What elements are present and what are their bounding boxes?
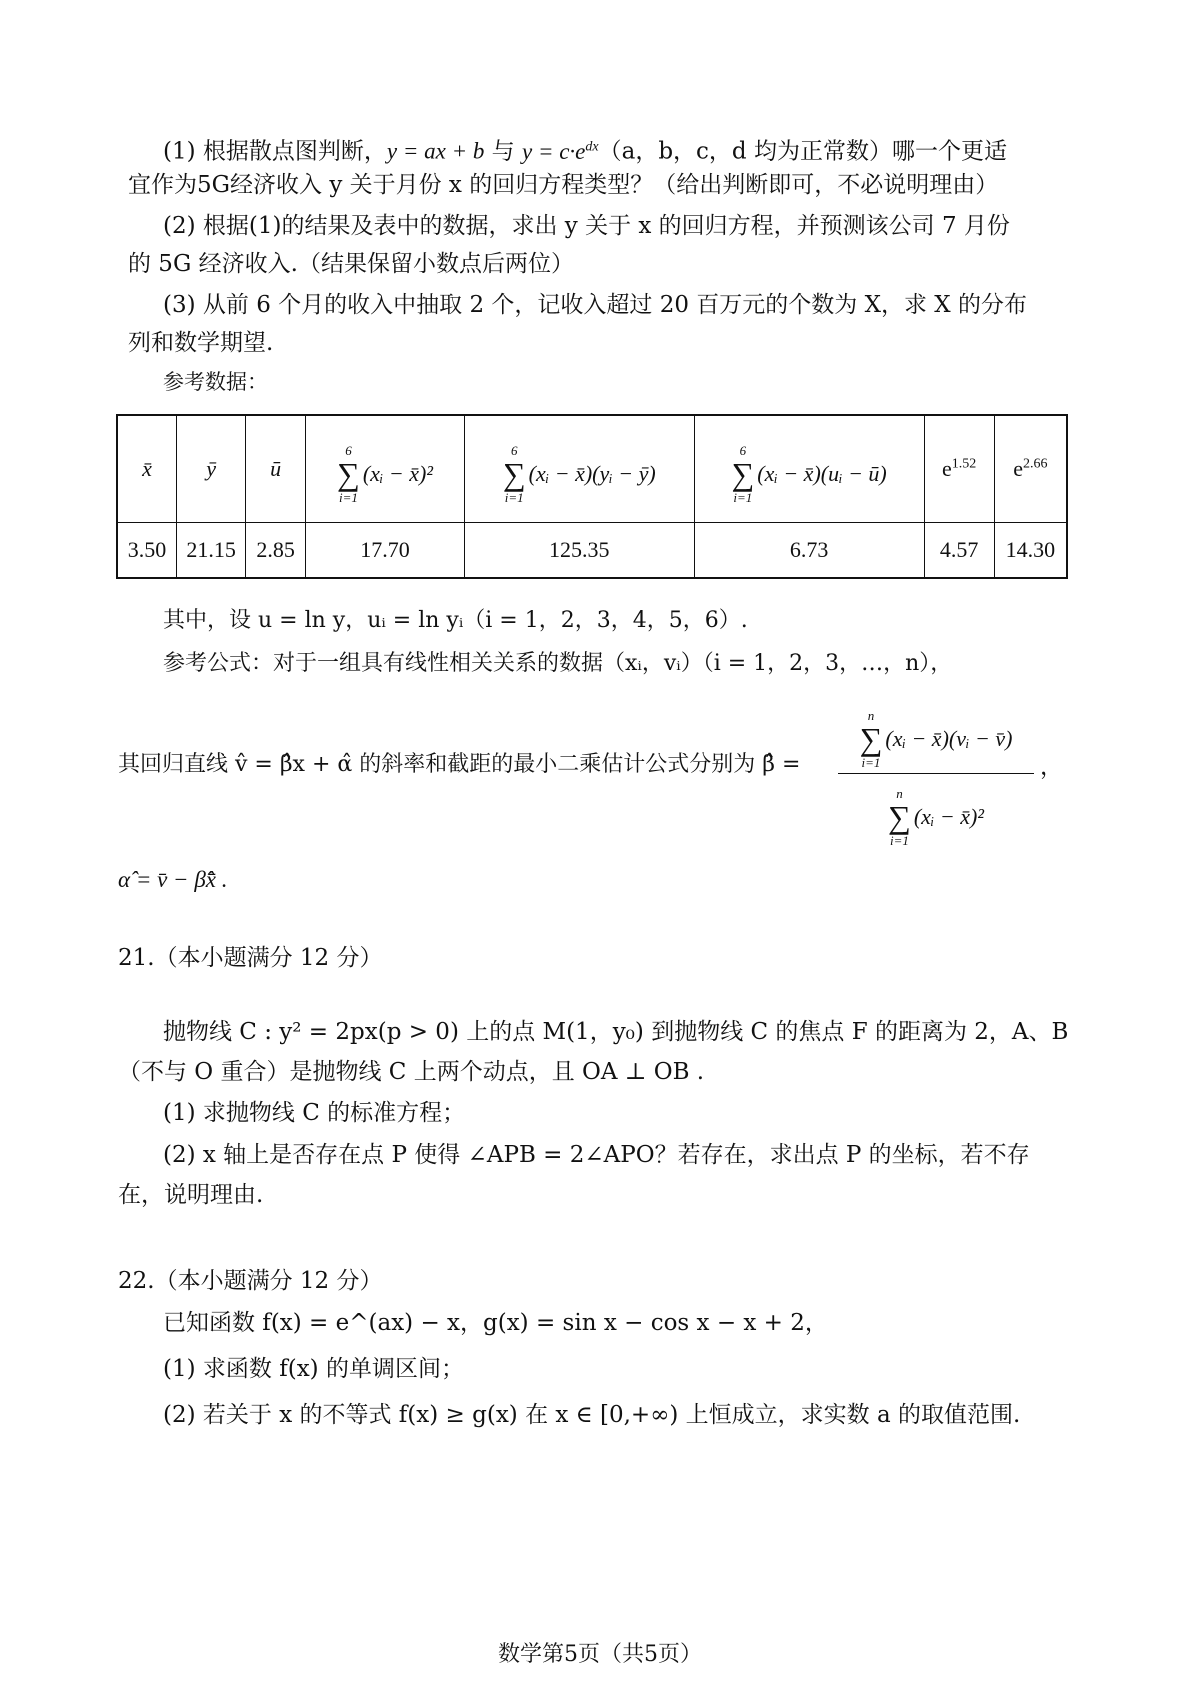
header-u-mean: ū (246, 415, 306, 523)
linear-model-formula: y = ax + b (386, 138, 485, 164)
e-base: e (1013, 456, 1023, 481)
exp-model-formula (522, 139, 599, 164)
sum-lower-limit: i=1 (504, 489, 524, 505)
table-cell: 4.57 (924, 523, 994, 579)
page-footer: 数学第5页（共5页） (498, 1642, 702, 1667)
sigma-icon: ∑ (337, 455, 360, 492)
q20-part1-line2: 宜作为5G经济收入 y 关于月份 x 的回归方程类型？（给出判断即可，不必说明理由） (128, 172, 999, 198)
table-cell: 3.50 (117, 523, 177, 579)
table-cell: 21.15 (177, 523, 246, 579)
e-exponent-2: 2.66 (1022, 456, 1048, 472)
q20-part1-text: (1) 根据散点图判断， (163, 138, 387, 165)
header-y-mean: ȳ (177, 415, 246, 523)
sum-lower-limit: i=1 (889, 833, 909, 848)
exp-model-exponent: dx (585, 139, 599, 154)
q21-part2-line2: 在，说明理由. (118, 1182, 264, 1208)
q22-stem: 已知函数 f(x) = e^(ax) − x，g(x) = sin x − cos x − x + 2， (163, 1310, 828, 1336)
sum-upper-limit: n (867, 708, 875, 723)
alpha-formula: α̂ = v̄ − β̂x̄ . (118, 867, 228, 892)
table-cell: 17.70 (306, 523, 465, 579)
sigma-icon: ∑ (888, 799, 911, 835)
sum-upper-limit: 6 (739, 442, 747, 458)
table-note: 其中，设 u = ln y，uᵢ = ln yᵢ（i = 1，2，3，4，5，6）. (163, 608, 748, 633)
numerator-term: (xᵢ − x̄)(vᵢ − v̄) (885, 726, 1013, 751)
q22-title: 22.（本小题满分 12 分） (118, 1268, 383, 1294)
sum-upper-limit: n (896, 786, 903, 801)
header-e-266 (994, 415, 1067, 523)
header-e-152 (924, 415, 994, 523)
sum-upper-limit: 6 (511, 442, 518, 458)
table-value-row (117, 523, 1067, 579)
reference-data-label: 参考数据： (163, 370, 268, 394)
sum-lower-limit: i=1 (861, 755, 881, 770)
sum-upper-limit: 6 (345, 442, 352, 458)
sigma-icon: ∑ (502, 455, 526, 492)
table-cell: 6.73 (694, 523, 924, 579)
formula-comma: ， (1040, 754, 1063, 780)
sum-lower-limit: i=1 (338, 489, 358, 505)
regression-formula-line: 其回归直线 v̂ = β̂x + α̂ 的斜率和截距的最小二乘估计公式分别为 β̂ = (118, 752, 801, 777)
header-x-mean: x̄ (117, 415, 177, 523)
q22-part2: (2) 若关于 x 的不等式 f(x) ≥ g(x) 在 x ∈ [0,+∞) 上恒成立，求实数 a 的取值范围. (163, 1402, 1021, 1428)
exp-model-base: y = c·e (521, 138, 586, 164)
q21-stem-line2: （不与 O 重合）是抛物线 C 上两个动点，且 OA ⊥ OB . (118, 1059, 705, 1085)
table-header-row (117, 415, 1067, 523)
sum-xu-term: (xᵢ − x̄)(uᵢ − ū) (757, 460, 887, 486)
fraction-bar (838, 773, 1034, 774)
q20-part1-constants: （a，b，c，d 均为正常数）哪一个更适 (598, 138, 1007, 165)
sum-x-sq-term: (xᵢ − x̄)² (362, 460, 433, 486)
q20-part1-conjunction: 与 (484, 138, 522, 165)
e-exponent-1: 1.52 (951, 456, 977, 472)
q20-part3-line2: 列和数学期望. (128, 330, 274, 356)
sum-xy-term: (xᵢ − x̄)(yᵢ − ȳ) (528, 460, 656, 486)
beta-denominator (888, 787, 984, 847)
q21-stem-line1: 抛物线 C : y² = 2px(p > 0) 上的点 M(1，y₀) 到抛物线 C 的焦点 F 的距离为 2，A、B (163, 1019, 1069, 1045)
e-base: e (942, 456, 952, 481)
sigma-icon: ∑ (859, 721, 883, 757)
q21-title: 21.（本小题满分 12 分） (118, 945, 383, 971)
beta-numerator (860, 709, 1013, 769)
reference-data-table (116, 414, 1068, 579)
q20-part2-line2: 的 5G 经济收入.（结果保留小数点后两位） (128, 251, 574, 277)
header-sum-xy (464, 415, 694, 523)
q21-part2-line1: (2) x 轴上是否存在点 P 使得 ∠APB = 2∠APO？若存在，求出点 P 的坐标，若不存 (163, 1142, 1030, 1168)
q20-part3-line1: (3) 从前 6 个月的收入中抽取 2 个，记收入超过 20 百万元的个数为 X，求 X 的分布 (163, 292, 1027, 318)
header-sum-xu (694, 415, 924, 523)
q20-part2-line1: (2) 根据(1)的结果及表中的数据，求出 y 关于 x 的回归方程，并预测该公司 7 月份 (163, 213, 1010, 239)
table-cell: 125.35 (464, 523, 694, 579)
denominator-term: (xᵢ − x̄)² (913, 804, 984, 829)
header-sum-x-sq (306, 415, 465, 523)
table-cell: 14.30 (994, 523, 1067, 579)
formula-intro: 参考公式：对于一组具有线性相关关系的数据（xᵢ，vᵢ）（i = 1，2，3，…，n）， (163, 651, 953, 676)
beta-fraction (838, 700, 1034, 847)
q22-part1: (1) 求函数 f(x) 的单调区间； (163, 1356, 464, 1382)
q21-part1: (1) 求抛物线 C 的标准方程； (163, 1100, 466, 1126)
sum-lower-limit: i=1 (733, 489, 753, 505)
sigma-icon: ∑ (731, 455, 755, 492)
q20-part1-line1 (163, 132, 1007, 167)
table-cell: 2.85 (246, 523, 306, 579)
